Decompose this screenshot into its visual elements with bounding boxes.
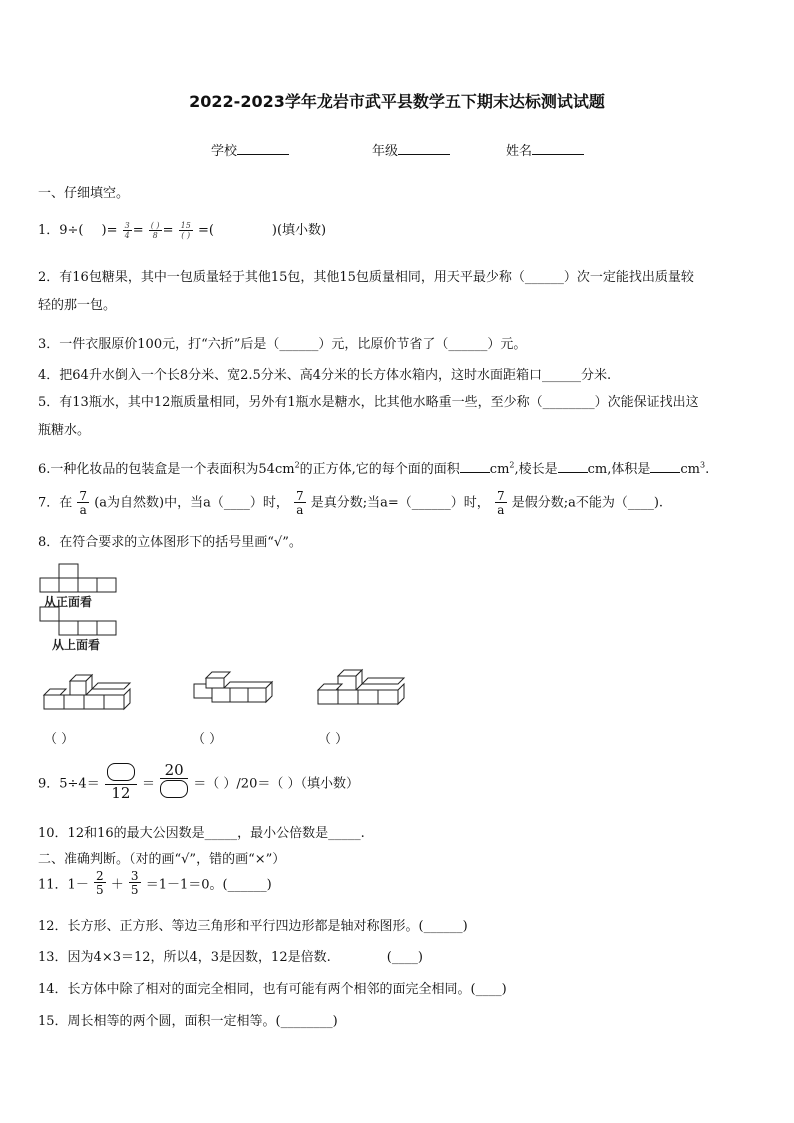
name-field: 姓名 [506, 140, 584, 159]
grade-field: 年级 [372, 140, 450, 159]
question-7: 7．在 $\frac{7}{a}$ (a为自然数)中，当a（____）时， $\frac{7}{a}$ 是真分数;当a=（______）时， $\frac{7}{a}$ 是假分数;a不能为（____). [38, 489, 664, 517]
question-6: 6.一种化妆品的包装盒是一个表面积为$54cm^2$的正方体,它的每个面的面积 $cm^2$,棱长是 cm,体积是 $cm^3$. [38, 460, 710, 477]
question-11: 11．1－ $\frac{2}{5}$ ＋ $\frac{3}{5}$ ＝1－1＝0。(______) [38, 869, 272, 897]
top-view-label: 从上面看 [52, 638, 101, 652]
question-3: 3．一件衣服原价100元，打“六折”后是（______）元，比原价节省了（______）元。 [38, 337, 527, 352]
question-13: 13．因为4×3＝12，所以4，3是因数，12是倍数. (____) [38, 950, 423, 965]
option-a-answer[interactable]: （ ） [44, 732, 75, 747]
page-title: 2022-2023学年龙岩市武平县数学五下期末达标测试试题 [189, 92, 605, 111]
solid-option-c [314, 668, 408, 710]
section-heading-1: 一、仔细填空。 [38, 186, 130, 201]
question-4: 4．把64升水倒入一个长8分米、宽2.5分米、高4分米的长方体水箱内，这时水面距箱口______分米. [38, 368, 612, 383]
front-view-diagram [38, 563, 122, 593]
question-12: 12．长方形、正方形、等边三角形和平行四边形都是轴对称图形。(______) [38, 919, 468, 934]
question-10: 10．12和16的最大公因数是_____，最小公倍数是_____. [38, 826, 365, 841]
solid-option-b [190, 670, 280, 710]
question-9: 9．5÷4＝ 12 ＝ 20 ＝（ ）/20＝（ ）（填小数） [38, 761, 359, 802]
option-c-answer[interactable]: （ ） [318, 732, 349, 747]
question-14: 14．长方体中除了相对的面完全相同，也有可能有两个相邻的面完全相同。(____) [38, 982, 507, 997]
top-view-diagram [38, 606, 122, 636]
option-b-answer[interactable]: （ ） [192, 732, 223, 747]
question-1: 1．9÷( )= $\frac{3}{4}$ = $\frac{( )}{8}$ = $\frac{15}{( )}$ =( )(填小数) [38, 220, 327, 240]
question-15: 15．周长相等的两个圆，面积一定相等。(________) [38, 1014, 338, 1029]
solid-option-a [40, 673, 134, 713]
question-5: 5．有13瓶水，其中12瓶质量相同，另外有1瓶水是糖水，比其他水略重一些，至少称（________）次能保证找出这 瓶糖水。 [38, 395, 699, 438]
school-field: 学校 [211, 140, 289, 159]
question-2: 2．有16包糖果，其中一包质量轻于其他15包，其他15包质量相同，用天平最少称（______）次一定能找出质量较 轻的那一包。 [38, 270, 694, 313]
section-heading-2: 二、准确判断。（对的画“√”，错的画“×”） [38, 852, 286, 867]
front-view-label: 从正面看 [44, 595, 93, 609]
question-8: 8．在符合要求的立体图形下的括号里画“√”。 [38, 535, 302, 550]
